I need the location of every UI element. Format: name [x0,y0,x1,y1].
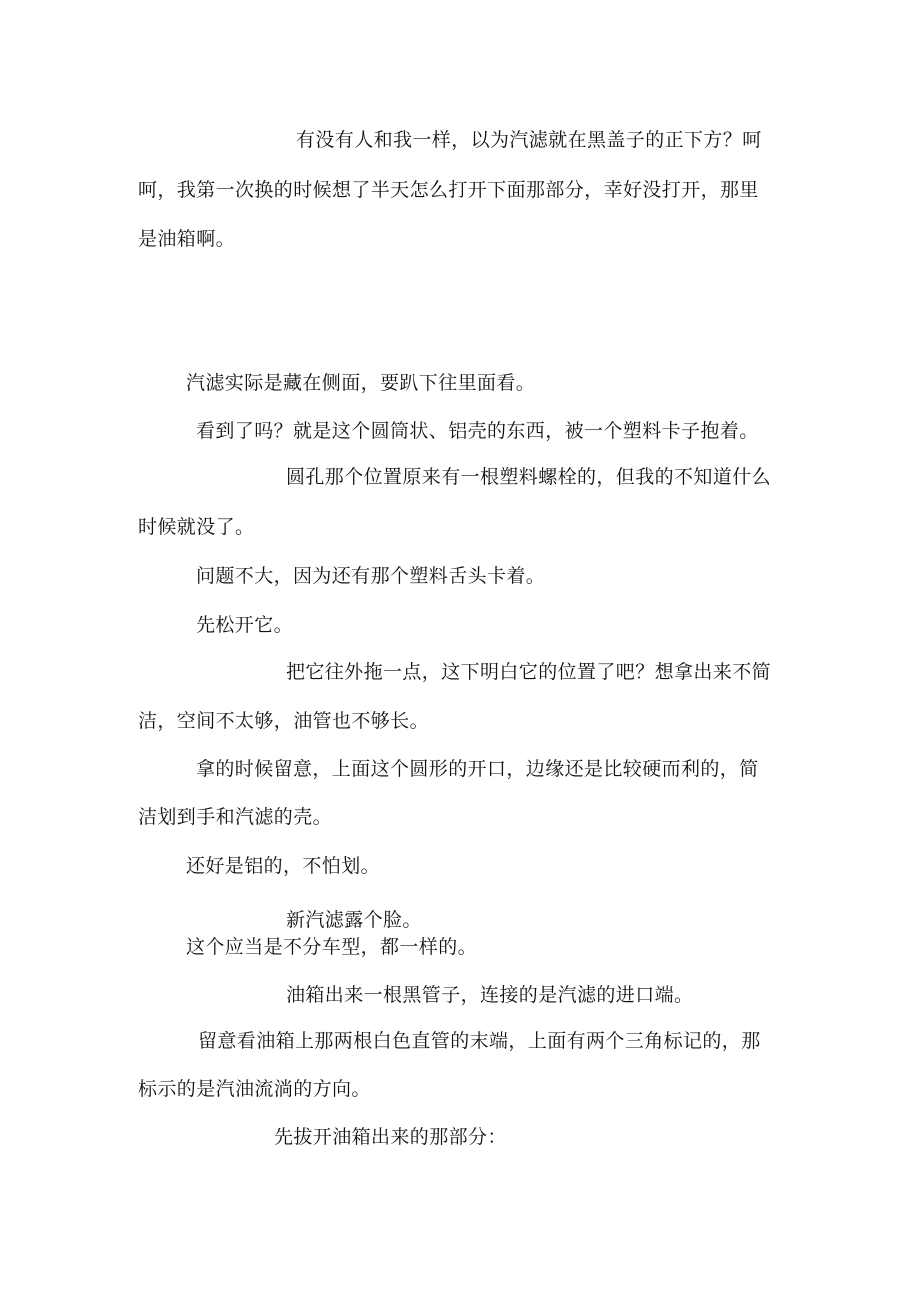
paragraph-13-line-1: 留意看油箱上那两根白色直管的末端，上面有两个三角标记的，那 [198,1030,761,1052]
paragraph-1-line-2: 呵，我第一次换的时候想了半天怎么打开下面那部分，幸好没打开，那里 [138,179,759,201]
paragraph-4-line-1: 圆孔那个位置原来有一根塑料螺栓的，但我的不知道什么 [286,466,772,488]
paragraph-8-line-2: 洁划到手和汽滤的壳。 [138,806,333,828]
paragraph-9-line-1: 还好是铝的，不怕划。 [186,855,381,877]
paragraph-10-line-1: 新汽滤露个脸。 [286,909,422,931]
paragraph-11-line-1: 这个应当是不分车型，都一样的。 [186,936,478,958]
paragraph-7-line-2: 洁，空间不太够，油管也不够长。 [138,710,430,732]
paragraph-14-line-1: 先拔开油箱出来的那部分： [274,1126,507,1148]
paragraph-2-line-1: 汽滤实际是藏在侧面，要趴下往里面看。 [186,372,536,394]
paragraph-1-line-1: 有没有人和我一样，以为汽滤就在黑盖子的正下方？呵 [296,129,762,151]
paragraph-7-line-1: 把它往外拖一点，这下明白它的位置了吧？想拿出来不简 [286,661,772,683]
paragraph-12-line-1: 油箱出来一根黑管子，连接的是汽滤的进口端。 [286,984,694,1006]
paragraph-6-line-1: 先松开它。 [196,614,294,636]
paragraph-5-line-1: 问题不大，因为还有那个塑料舌头卡着。 [196,565,546,587]
paragraph-3-line-1: 看到了吗？就是这个圆筒状、铝壳的东西，被一个塑料卡子抱着。 [196,420,759,442]
paragraph-8-line-1: 拿的时候留意，上面这个圆形的开口，边缘还是比较硬而利的，简 [196,758,759,780]
paragraph-4-line-2: 时候就没了。 [138,516,255,538]
paragraph-13-line-2: 标示的是汽油流淌的方向。 [138,1078,371,1100]
paragraph-1-line-3: 是油箱啊。 [138,228,236,250]
